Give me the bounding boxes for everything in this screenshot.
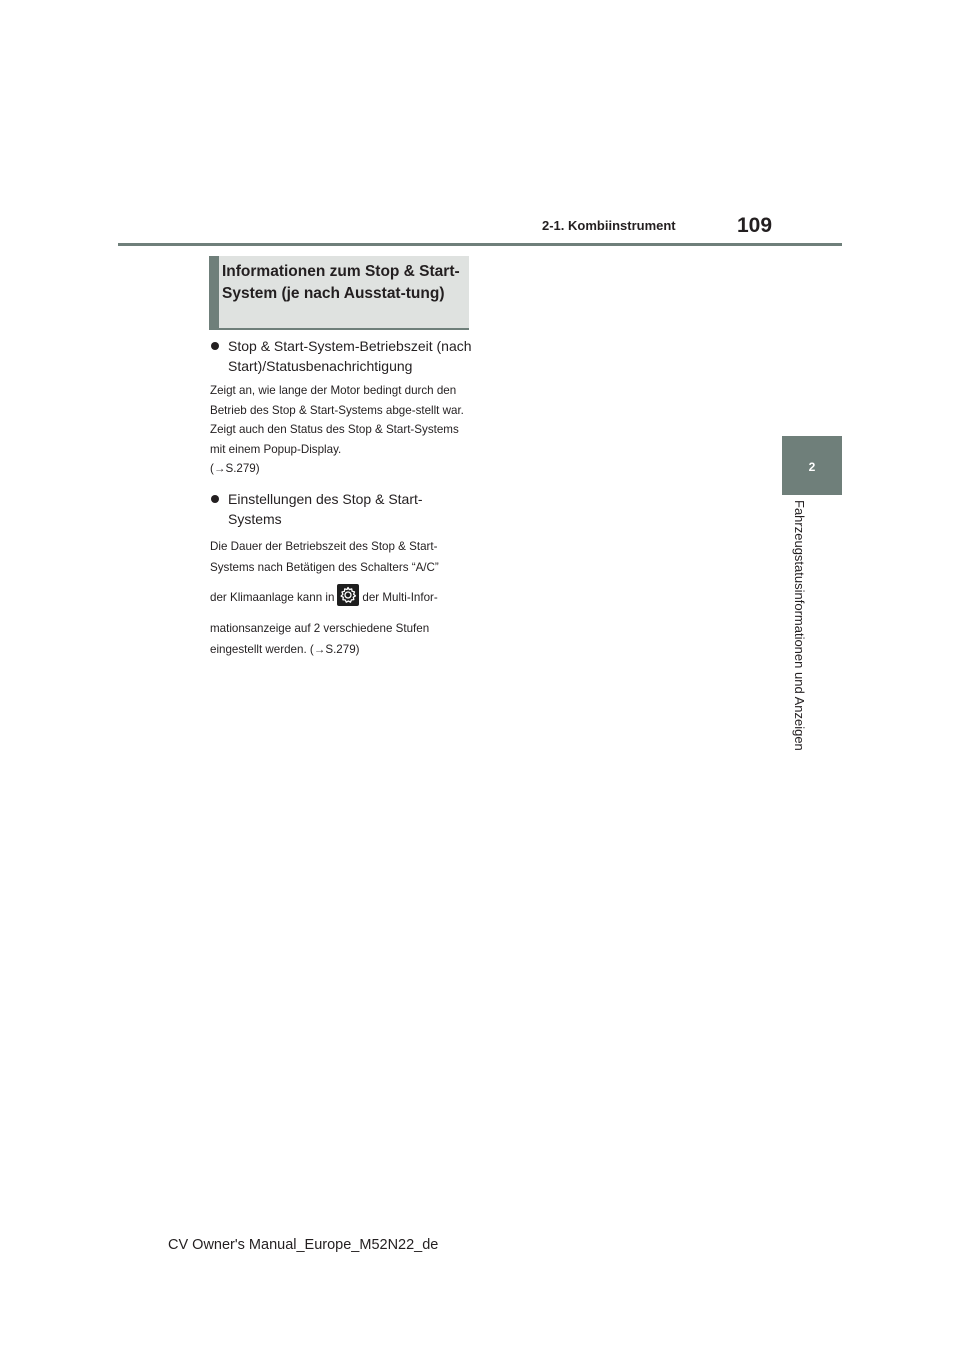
gear-settings-icon (337, 584, 359, 606)
chapter-tab (782, 436, 842, 495)
header-section-title: 2-1. Kombiinstrument (542, 218, 676, 233)
chapter-number: 2 (808, 460, 816, 474)
section-heading-box (209, 256, 469, 330)
page-number: 109 (737, 214, 773, 237)
header-rule (118, 243, 842, 246)
text-line: Die Dauer der Betriebszeit des Stop & Start- (210, 539, 438, 553)
paragraph (210, 536, 472, 660)
bullet-item (210, 489, 472, 529)
bullet-icon (211, 495, 219, 503)
text-line: Systems nach Betätigen des Schalters “A/C” (210, 560, 439, 574)
bullet-item (210, 336, 472, 376)
chapter-title: Fahrzeugstatusinformationen und Anzeigen (792, 500, 807, 751)
footer-text: CV Owner's Manual_Europe_M52N22_de (168, 1237, 439, 1253)
bullet-heading: Einstellungen des Stop & Start-Systems (228, 490, 423, 527)
bullet-heading: Stop & Start-System-Betriebszeit (nach Start)/Statusbenachrichtigung (228, 338, 472, 374)
text-fragment: der Klimaanlage kann in (210, 590, 335, 604)
text-line: mationsanzeige auf 2 verschiedene Stufen (210, 621, 430, 635)
text-line-with-icon (210, 578, 472, 618)
text-fragment: der Multi-Infor- (362, 590, 438, 604)
section-title: Informationen zum Stop & Start-System (je nach Ausstat-tung) (222, 263, 460, 302)
paragraph: Zeigt an, wie lange der Motor bedingt durch den Betrieb des Stop & Start-Systems abge-stellt war. (210, 384, 464, 417)
text-line: eingestellt werden. (→S.279) (210, 642, 360, 656)
bullet-icon (211, 342, 219, 350)
content (210, 336, 472, 660)
paragraph: Zeigt auch den Status des Stop & Start-Systems mit einem Popup-Display. (210, 423, 459, 456)
section-heading-bar (209, 256, 219, 330)
cross-reference: (→S.279) (210, 462, 260, 475)
